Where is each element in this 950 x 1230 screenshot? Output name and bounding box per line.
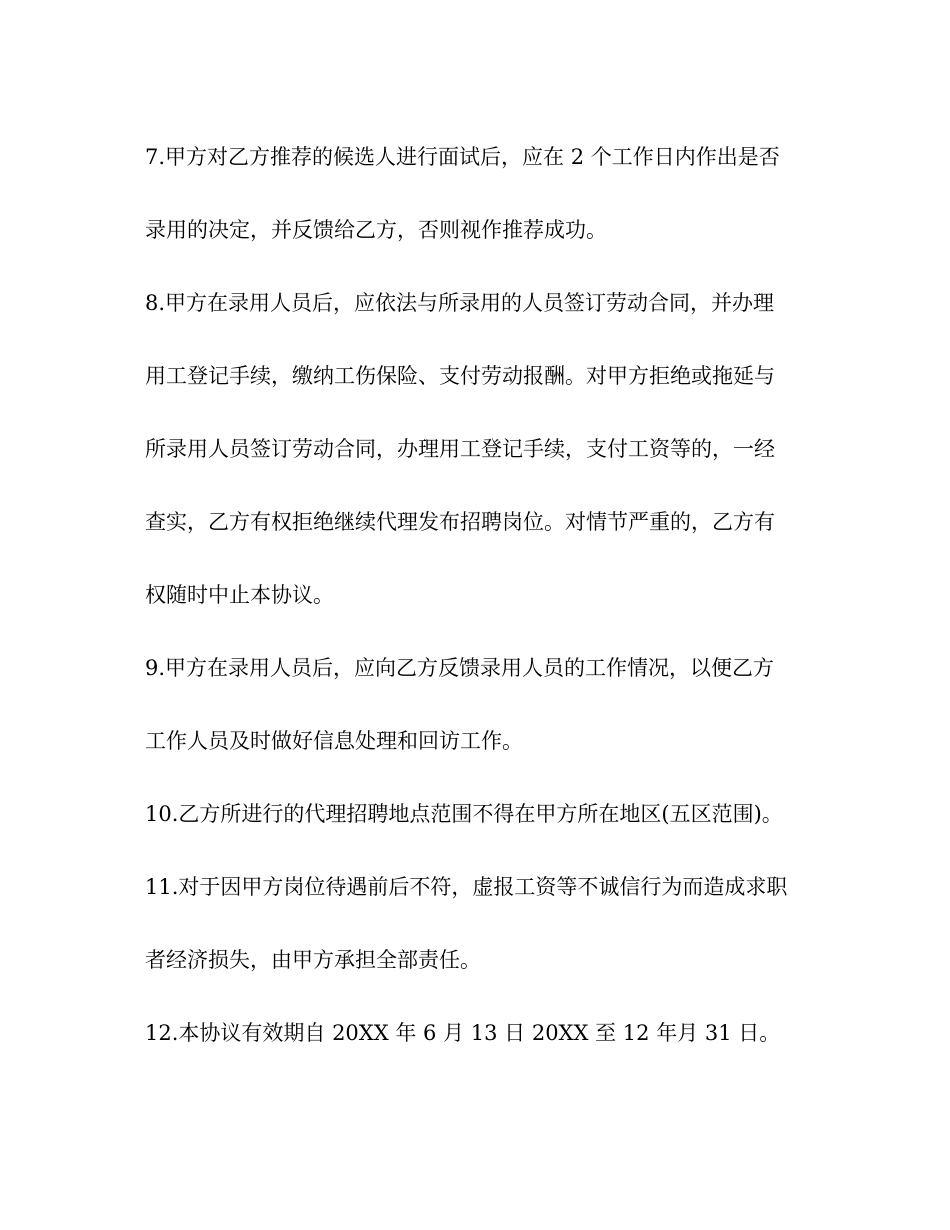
clause-8-line-2: 用工登记手续，缴纳工伤保险、支付劳动报酬。对甲方拒绝或拖延与 xyxy=(145,364,775,388)
clause-8-line-4: 查实，乙方有权拒绝继续代理发布招聘岗位。对情节严重的，乙方有 xyxy=(145,510,775,534)
clause-7-line-2: 录用的决定，并反馈给乙方，否则视作推荐成功。 xyxy=(145,218,607,242)
clause-8-line-3: 所录用人员签订劳动合同，办理用工登记手续，支付工资等的，一经 xyxy=(145,437,775,461)
clause-11-line-1: 11.对于因甲方岗位待遇前后不符，虚报工资等不诚信行为而造成求职 xyxy=(145,875,788,899)
clause-12-line-1: 12.本协议有效期自 20XX 年 6 月 13 日 20XX 至 12 年月 31 日。 xyxy=(145,1021,781,1045)
clause-8-line-1: 8.甲方在录用人员后，应依法与所录用的人员签订劳动合同，并办理 xyxy=(145,291,775,315)
clause-7-line-1: 7.甲方对乙方推荐的候选人进行面试后，应在 2 个工作日内作出是否 xyxy=(145,145,780,169)
clause-8-line-5: 权随时中止本协议。 xyxy=(145,583,334,607)
clause-9-line-2: 工作人员及时做好信息处理和回访工作。 xyxy=(145,729,523,753)
clause-10-line-1: 10.乙方所进行的代理招聘地点范围不得在甲方所在地区(五区范围)。 xyxy=(145,802,783,826)
clause-11-line-2: 者经济损失，由甲方承担全部责任。 xyxy=(145,948,481,972)
clause-9-line-1: 9.甲方在录用人员后，应向乙方反馈录用人员的工作情况，以便乙方 xyxy=(145,656,775,680)
